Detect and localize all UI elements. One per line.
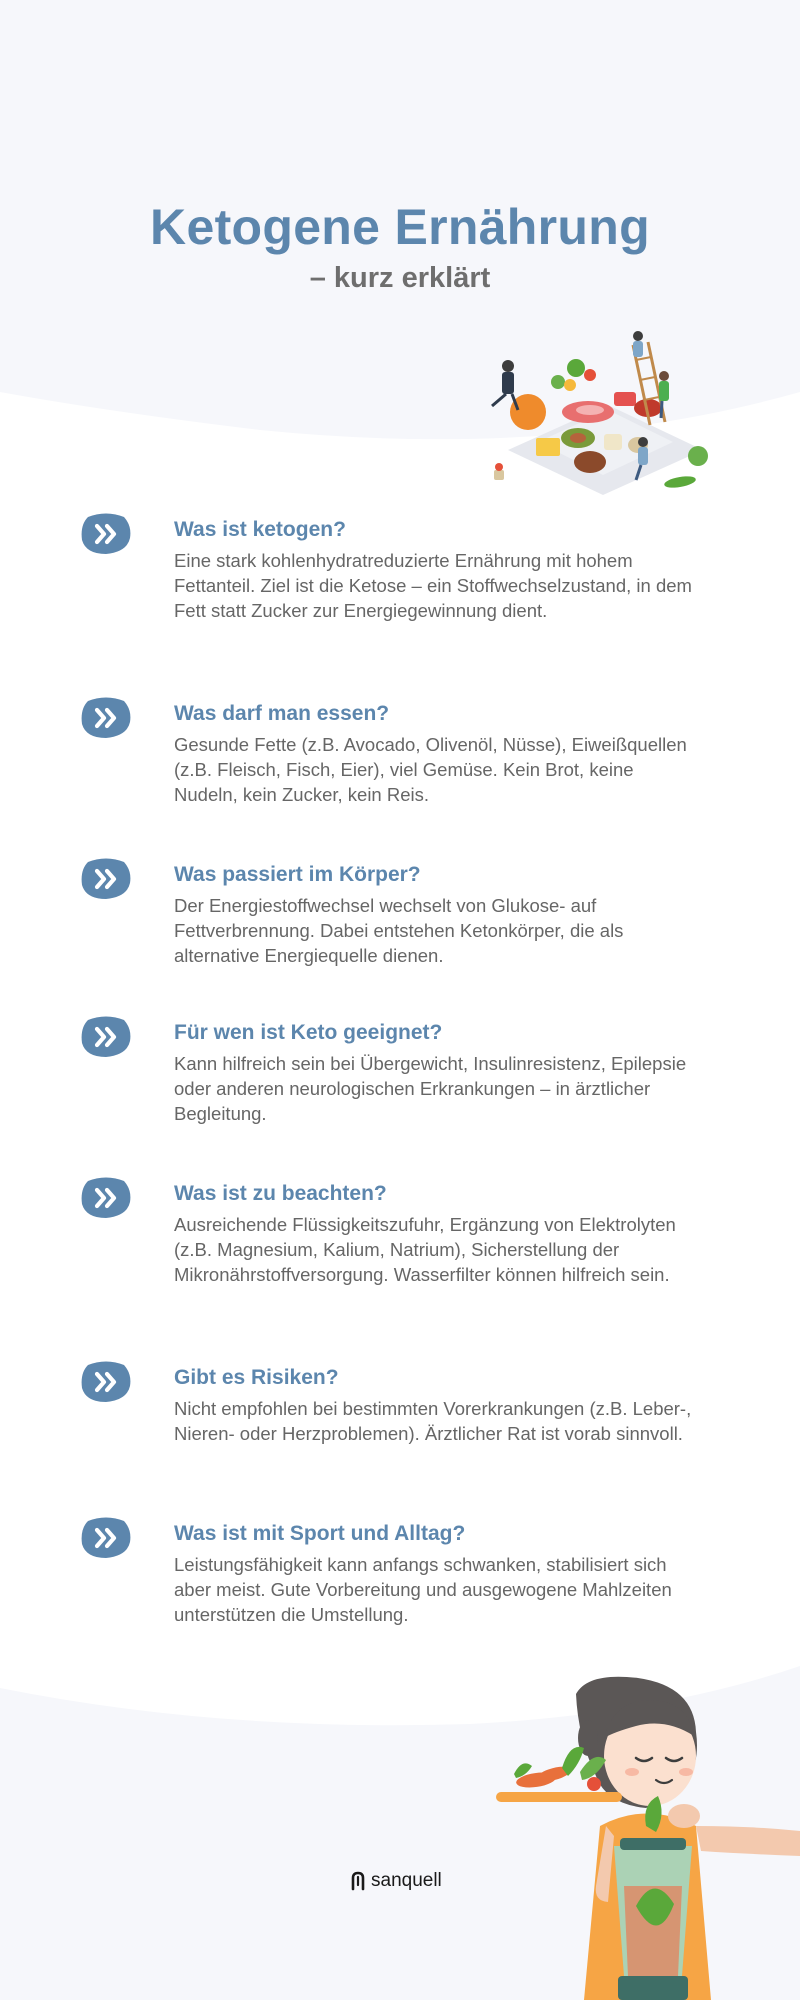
- faq-answer: Leistungsfähigkeit kann anfangs schwanken, stabilisiert sich aber meist. Gute Vorbereitung und ausgewogene Mahlzeiten unterstützen die Umstellung.: [174, 1554, 672, 1625]
- page-subtitle: – kurz erklärt: [309, 262, 491, 294]
- faq-answer: Nicht empfohlen bei bestimmten Vorerkrankungen (z.B. Leber-, Nieren- oder Herzproblemen). Ärztlicher Rat ist vorab sinnvoll.: [174, 1398, 692, 1444]
- faq-question: Was ist mit Sport und Alltag?: [174, 1522, 466, 1545]
- faq-answer: Eine stark kohlenhydratreduzierte Ernährung mit hohem Fettanteil. Ziel ist die Ketose – ein Stoffwechselzustand, in dem Fett statt Zucker zur Energiegewinnung dient.: [174, 550, 692, 621]
- faq-question: Was passiert im Körper?: [174, 863, 421, 886]
- brand-name: sanquell: [371, 1870, 442, 1891]
- food-pyramid-illustration: [478, 330, 718, 500]
- double-chevron-right-icon: [80, 696, 132, 740]
- double-chevron-right-icon: [80, 1516, 132, 1560]
- faq-question: Für wen ist Keto geeignet?: [174, 1021, 443, 1044]
- faq-question: Was darf man essen?: [174, 702, 390, 725]
- sanquell-logo-icon: [350, 1871, 366, 1891]
- woman-blender-illustration: [496, 1676, 800, 2000]
- double-chevron-right-icon: [80, 512, 132, 556]
- faq-answer: Gesunde Fette (z.B. Avocado, Olivenöl, Nüsse), Eiweißquellen (z.B. Fleisch, Fisch, Eier), viel Gemüse. Kein Brot, keine Nudeln, kein Zucker, kein Reis.: [174, 734, 687, 805]
- faq-answer: Der Energiestoffwechsel wechselt von Glukose- auf Fettverbrennung. Dabei entstehen Ketonkörper, die als alternative Energiequelle dienen.: [174, 895, 624, 966]
- double-chevron-right-icon: [80, 857, 132, 901]
- faq-question: Was ist zu beachten?: [174, 1182, 387, 1205]
- double-chevron-right-icon: [80, 1015, 132, 1059]
- double-chevron-right-icon: [80, 1176, 132, 1220]
- page-title: Ketogene Ernährung: [150, 199, 650, 255]
- faq-answer: Ausreichende Flüssigkeitszufuhr, Ergänzung von Elektrolyten (z.B. Magnesium, Kalium, Natrium), Sicherstellung der Mikronährstoffversorgung. Wasserfilter können hilfreich sein.: [174, 1214, 676, 1285]
- faq-question: Gibt es Risiken?: [174, 1366, 339, 1389]
- brand-logo: [350, 1868, 442, 1894]
- double-chevron-right-icon: [80, 1360, 132, 1404]
- faq-question: Was ist ketogen?: [174, 518, 346, 541]
- faq-answer: Kann hilfreich sein bei Übergewicht, Insulinresistenz, Epilepsie oder anderen neurologischen Erkrankungen – in ärztlicher Begleitung.: [174, 1053, 687, 1124]
